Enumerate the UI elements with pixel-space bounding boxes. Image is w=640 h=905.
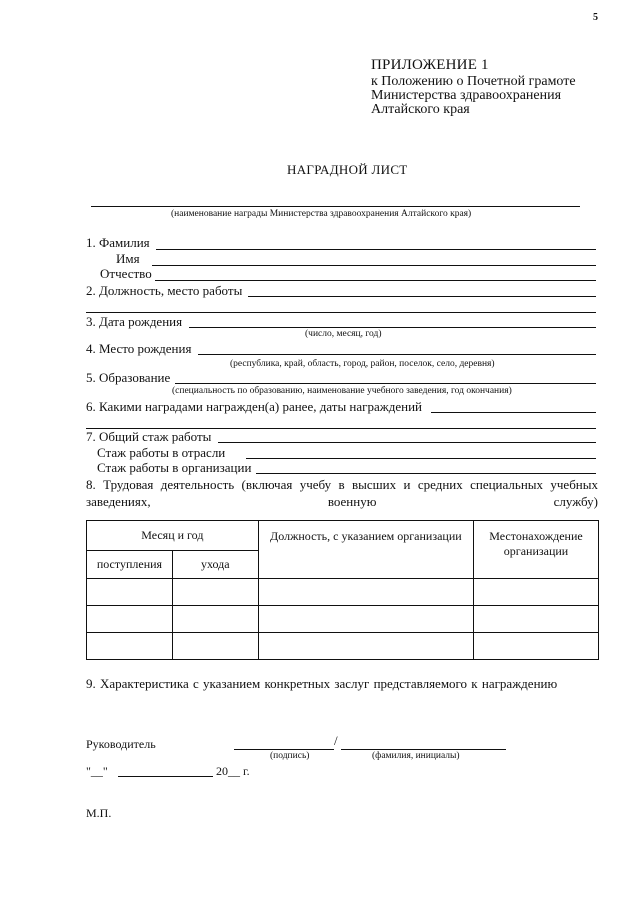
name-initials-field[interactable]	[341, 749, 506, 750]
award-name-hint: (наименование награды Министерства здравоохранения Алтайского края)	[171, 209, 472, 219]
birthdate-hint: (число, месяц, год)	[305, 329, 382, 339]
org-experience-field[interactable]	[256, 473, 596, 474]
date-day-field[interactable]: "__"	[86, 764, 108, 778]
table-row	[87, 606, 599, 633]
name-field[interactable]	[152, 265, 596, 266]
education-label: 5. Образование	[86, 370, 171, 385]
page-number: 5	[593, 12, 598, 23]
position-label: 2. Должность, место работы	[86, 283, 243, 298]
birthplace-hint: (республика, край, область, город, район, поселок, село, деревня)	[230, 359, 495, 369]
table-cell[interactable]	[172, 606, 258, 633]
table-cell[interactable]	[258, 579, 473, 606]
appendix-line: Алтайского края	[371, 102, 470, 117]
birthdate-field[interactable]	[189, 327, 596, 328]
total-experience-label: 7. Общий стаж работы	[86, 429, 212, 444]
table-cell[interactable]	[87, 633, 173, 660]
table-row	[87, 579, 599, 606]
award-name-field[interactable]	[91, 206, 580, 207]
position-field-continued[interactable]	[86, 312, 596, 313]
table-cell[interactable]	[87, 606, 173, 633]
total-experience-field[interactable]	[218, 442, 596, 443]
signature-field[interactable]	[234, 749, 334, 750]
industry-experience-label: Стаж работы в отрасли	[97, 445, 226, 460]
birthdate-label: 3. Дата рождения	[86, 314, 183, 329]
table-row	[87, 633, 599, 660]
signature-slash: /	[334, 733, 338, 748]
table-cell[interactable]	[172, 579, 258, 606]
appendix-title: ПРИЛОЖЕНИЕ 1	[371, 57, 489, 73]
previous-awards-field[interactable]	[431, 412, 596, 413]
previous-awards-label: 6. Какими наградами награжден(а) ранее, даты награждений	[86, 399, 423, 414]
table-cell[interactable]	[172, 633, 258, 660]
birthplace-label: 4. Место рождения	[86, 341, 192, 356]
location-header	[474, 521, 599, 579]
appendix-line: к Положению о Почетной грамоте	[371, 74, 576, 89]
surname-field[interactable]	[156, 249, 596, 250]
table-cell[interactable]	[258, 606, 473, 633]
patronymic-field[interactable]	[155, 280, 596, 281]
location-header-text: Местонахождение организации	[489, 529, 583, 558]
signature-hint: (подпись)	[270, 751, 310, 761]
industry-experience-field[interactable]	[246, 458, 596, 459]
document-title: НАГРАДНОЙ ЛИСТ	[287, 162, 408, 177]
stamp-placeholder: М.П.	[86, 806, 112, 820]
position-field[interactable]	[248, 296, 596, 297]
table-cell[interactable]	[474, 579, 599, 606]
birthplace-field[interactable]	[198, 354, 596, 355]
date-year-field[interactable]: 20__ г.	[216, 764, 250, 778]
name-initials-hint: (фамилия, инициалы)	[372, 751, 460, 761]
position-org-header-text: Должность, с указанием организации	[270, 529, 462, 543]
characteristic-label: 9. Характеристика с указанием конкретных заслуг представляемого к награждению	[86, 676, 558, 691]
table-cell[interactable]	[474, 606, 599, 633]
work-history-table	[86, 520, 599, 660]
org-experience-label: Стаж работы в организации	[97, 460, 252, 475]
table-cell[interactable]	[474, 633, 599, 660]
appendix-line: Министерства здравоохранения	[371, 88, 562, 103]
leaving-header: ухода	[172, 551, 258, 579]
name-label: Имя	[116, 251, 140, 266]
education-field[interactable]	[175, 383, 596, 384]
surname-label: 1. Фамилия	[86, 235, 150, 250]
table-cell[interactable]	[258, 633, 473, 660]
date-month-field[interactable]	[118, 776, 213, 777]
head-label: Руководитель	[86, 737, 156, 751]
patronymic-label: Отчество	[100, 266, 152, 281]
position-org-header	[258, 521, 473, 579]
table-cell[interactable]	[87, 579, 173, 606]
education-hint: (специальность по образованию, наименование учебного заведения, год окончания)	[172, 386, 512, 396]
admission-header: поступления	[87, 551, 173, 579]
month-year-header: Месяц и год	[87, 521, 259, 551]
work-history-label: 8. Трудовая деятельность (включая учебу в высших и средних специальных учебных заведениях, военную службу)	[86, 477, 598, 509]
